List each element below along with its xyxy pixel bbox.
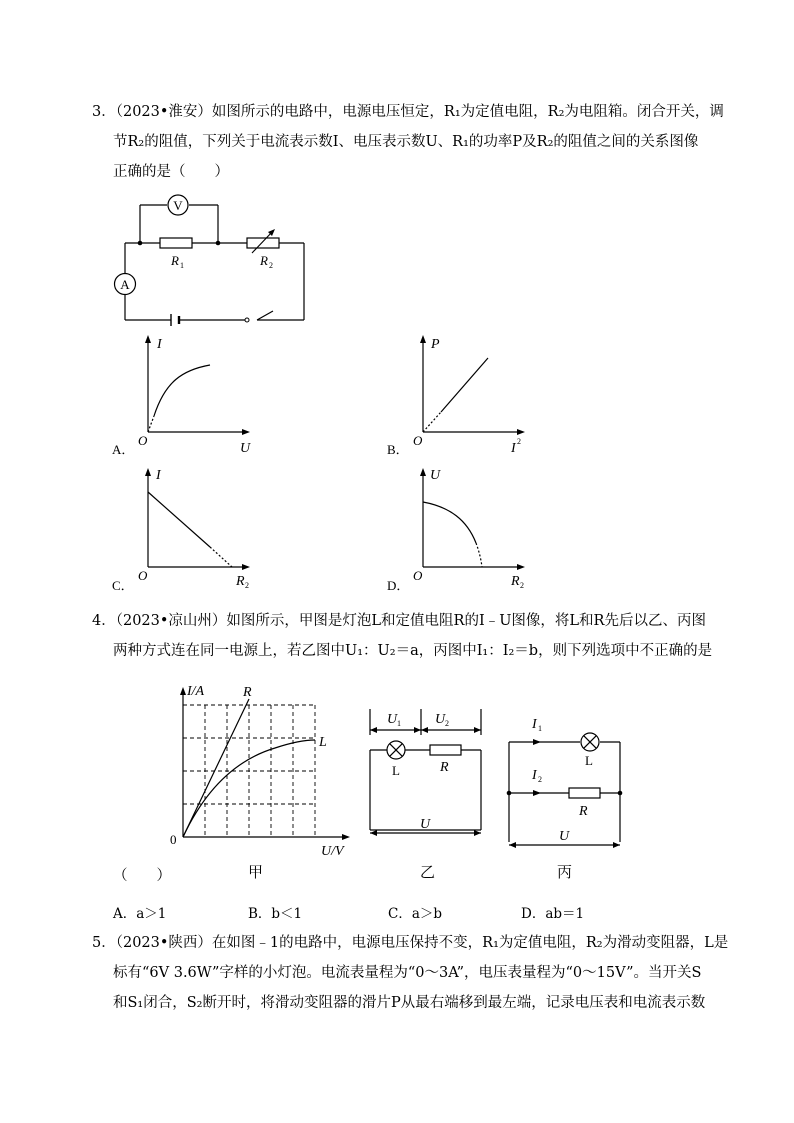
svg-text:2: 2 bbox=[445, 719, 449, 728]
q4-circuit-bing bbox=[505, 712, 630, 887]
svg-text:O: O bbox=[413, 568, 423, 583]
q3-graph-d bbox=[385, 465, 545, 595]
option-a-label: A． bbox=[112, 442, 135, 457]
svg-text:I: I bbox=[511, 441, 516, 456]
svg-text:L: L bbox=[585, 753, 593, 768]
q5-line-3: 和S₁闭合，S₂断开时，将滑动变阻器的滑片P从最右端移到最左端，记录电压表和电流表示数 bbox=[113, 995, 706, 1011]
svg-text:I: I bbox=[156, 468, 161, 483]
svg-text:O: O bbox=[138, 433, 148, 448]
svg-text:L: L bbox=[392, 763, 400, 778]
svg-text:R: R bbox=[236, 574, 245, 589]
r1-label: R bbox=[171, 253, 179, 268]
q3-line-1: 3．（2023•淮安）如图所示的电路中，电源电压恒定，R₁为定值电阻，R₂为电阻箱。闭合开关，调 bbox=[92, 104, 724, 120]
q4-option-c: C．a＞b bbox=[388, 906, 443, 922]
svg-text:R: R bbox=[511, 574, 520, 589]
lamp-icon bbox=[387, 741, 405, 759]
svg-text:U: U bbox=[430, 468, 441, 483]
svg-text:2: 2 bbox=[245, 581, 249, 590]
voltmeter-icon bbox=[168, 195, 188, 215]
svg-text:1: 1 bbox=[538, 724, 542, 733]
q3-line-3: 正确的是（ ） bbox=[113, 164, 229, 180]
svg-text:L: L bbox=[319, 735, 327, 750]
svg-text:1: 1 bbox=[180, 261, 184, 270]
svg-text:2: 2 bbox=[538, 775, 542, 784]
svg-text:I/A: I/A bbox=[187, 684, 205, 699]
svg-text:0: 0 bbox=[170, 832, 177, 847]
svg-text:U: U bbox=[420, 817, 431, 832]
svg-text:U: U bbox=[240, 441, 251, 456]
svg-text:I: I bbox=[157, 337, 162, 352]
caption-bing: 丙 bbox=[557, 865, 573, 881]
option-d-label: D． bbox=[387, 578, 410, 593]
svg-text:2: 2 bbox=[520, 581, 524, 590]
svg-text:U: U bbox=[387, 712, 398, 727]
svg-text:2: 2 bbox=[269, 261, 273, 270]
option-c-label: C． bbox=[112, 578, 134, 593]
r2-label: R bbox=[260, 253, 268, 268]
q3-graph-c bbox=[110, 465, 270, 595]
q4-answer-paren: （ ） bbox=[113, 868, 171, 884]
svg-text:1: 1 bbox=[397, 719, 401, 728]
q3-graph-a bbox=[110, 332, 270, 457]
q3-line-2: 节R₂的阻值，下列关于电流表示数I、电压表示数U、R₁的功率P及R₂的阻值之间的关系图像 bbox=[113, 134, 699, 150]
caption-jia: 甲 bbox=[248, 865, 264, 881]
q5-line-2: 标有“6V 3.6W”字样的小灯泡。电流表量程为“0～3A”，电压表量程为“0～15V”。当开关S bbox=[113, 965, 702, 981]
caption-yi: 乙 bbox=[420, 865, 436, 881]
q4-option-b: B．b＜1 bbox=[248, 906, 303, 922]
svg-text:P: P bbox=[431, 337, 440, 352]
svg-text:2: 2 bbox=[517, 437, 521, 446]
svg-text:U: U bbox=[559, 829, 570, 844]
q5-line-1: 5．（2023•陕西）在如图﹣1的电路中，电源电压保持不变，R₁为定值电阻，R₂为滑动变阻器，L是 bbox=[92, 935, 729, 951]
svg-text:V: V bbox=[173, 198, 183, 213]
lamp-icon bbox=[581, 733, 599, 751]
r-line bbox=[183, 699, 249, 837]
q3-circuit-diagram bbox=[105, 195, 315, 325]
svg-text:I: I bbox=[532, 717, 537, 732]
q4-line-2: 两种方式连在同一电源上，若乙图中U₁：U₂＝a，丙图中I₁：I₂＝b，则下列选项中不正确的是 bbox=[113, 643, 713, 659]
svg-text:O: O bbox=[413, 433, 423, 448]
q4-graph-jia bbox=[165, 680, 360, 885]
svg-text:R: R bbox=[243, 685, 252, 700]
q4-line-1: 4．（2023•凉山州）如图所示，甲图是灯泡L和定值电阻R的I﹣U图像，将L和R先后以乙、丙图 bbox=[92, 613, 706, 629]
svg-text:R: R bbox=[579, 804, 588, 819]
svg-text:A: A bbox=[120, 277, 130, 292]
q4-option-d: D．ab＝1 bbox=[521, 906, 585, 922]
svg-text:O: O bbox=[138, 568, 148, 583]
ammeter-icon bbox=[115, 274, 136, 295]
svg-text:I: I bbox=[532, 768, 537, 783]
q4-circuit-yi bbox=[365, 705, 490, 885]
svg-text:U: U bbox=[435, 712, 446, 727]
option-b-label: B． bbox=[387, 442, 409, 457]
rheostat-arrow-icon bbox=[252, 229, 275, 253]
q4-option-a: A．a＞1 bbox=[113, 906, 167, 922]
svg-text:R: R bbox=[440, 760, 449, 775]
q3-graph-b bbox=[385, 332, 545, 457]
svg-text:U/V: U/V bbox=[321, 844, 344, 859]
